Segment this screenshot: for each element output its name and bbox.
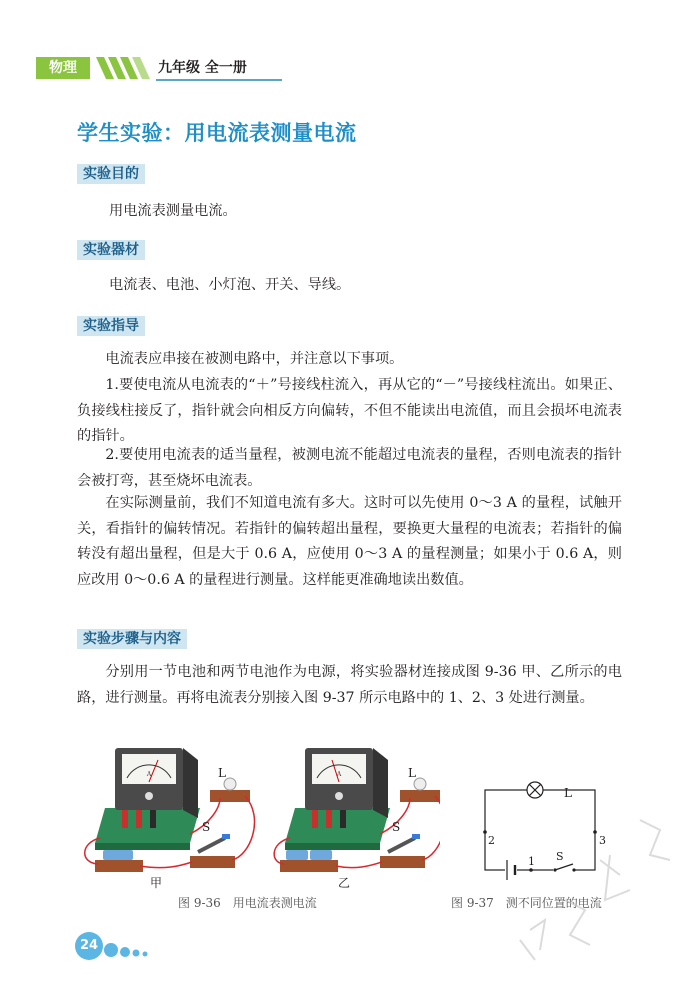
grade-label: 九年级 全一册 xyxy=(158,60,247,76)
section-tag-purpose: 实验目的 xyxy=(77,164,145,184)
fig36-label-yi: 乙 xyxy=(338,876,351,890)
fig36-caption: 图 9-36 用电流表测电流 xyxy=(178,896,317,910)
fig36-lamp-label-b: L xyxy=(408,766,416,780)
svg-text:A: A xyxy=(336,771,342,778)
fig36-switch-label-a: S xyxy=(202,820,211,834)
fig37-caption: 图 9-37 测不同位置的电流 xyxy=(451,896,602,910)
fig37-lamp-label: L xyxy=(564,786,572,800)
guidance-paragraph-4: 在实际测量前，我们不知道电流有多大。这时可以先使用 0～3 A 的量程，试触开关，看指针的偏转情况。若指针的偏转超出量程，要换更大量程的电流表；若指针的偏转没有超出量程，但是大于 0.6 A，应使用 0～3 A 的量程测量；如果小于 0.6 A，则应改用 0～0.6 A 的量程进行测量。这样能更准确地读出数值。 xyxy=(77,495,622,588)
fig36-lamp-label-a: L xyxy=(218,766,226,780)
fig36-label-jia: 甲 xyxy=(150,876,163,890)
header-stripes-decoration xyxy=(92,57,154,79)
section-tag-equipment: 实验器材 xyxy=(77,240,145,260)
header-underline xyxy=(156,79,282,81)
page-number-circle: 24 xyxy=(75,932,103,960)
circuit-a xyxy=(85,748,255,872)
guidance-paragraph-2: 1.要使电流从电流表的“＋”号接线柱流入，再从它的“－”号接线柱流出。如果正、负接线柱接反了，指针就会向相反方向偏转，不但不能读出电流值，而且会损坏电流表的指针。 xyxy=(77,377,622,445)
fig36-switch-label-b: S xyxy=(392,820,401,834)
guidance-paragraph-3: 2.要使用电流表的适当量程，被测电流不能超过电流表的量程，否则电流表的指针会被打弯，甚至烧坏电流表。 xyxy=(77,447,622,489)
page-title: 学生实验：用电流表测量电流 xyxy=(77,121,357,145)
fig37-point-3: 3 xyxy=(599,834,606,847)
figure-9-36-apparatus xyxy=(70,738,440,888)
page-number xyxy=(75,932,103,960)
figures-area xyxy=(70,738,630,918)
purpose-text: 用电流表测量电流。 xyxy=(109,203,237,219)
page-number-dots xyxy=(103,940,153,960)
page-header xyxy=(36,55,248,81)
subject-label: 物理 xyxy=(36,57,90,79)
svg-text:A: A xyxy=(146,771,152,778)
fig37-point-2: 2 xyxy=(488,834,495,847)
section-tag-steps: 实验步骤与内容 xyxy=(77,629,187,649)
steps-text: 分别用一节电池和两节电池作为电源，将实验器材连接成图 9-36 甲、乙所示的电路，进行测量。再将电流表分别接入图 9-37 所示电路中的 1、2、3 处进行测量。 xyxy=(77,664,622,706)
guidance-paragraph-1: 电流表应串接在被测电路中，并注意以下事项。 xyxy=(105,351,404,367)
section-tag-guidance: 实验指导 xyxy=(77,316,145,336)
equipment-text: 电流表、电池、小灯泡、开关、导线。 xyxy=(109,277,351,293)
fig37-point-1: 1 xyxy=(528,855,535,868)
fig37-switch-label: S xyxy=(556,850,564,863)
